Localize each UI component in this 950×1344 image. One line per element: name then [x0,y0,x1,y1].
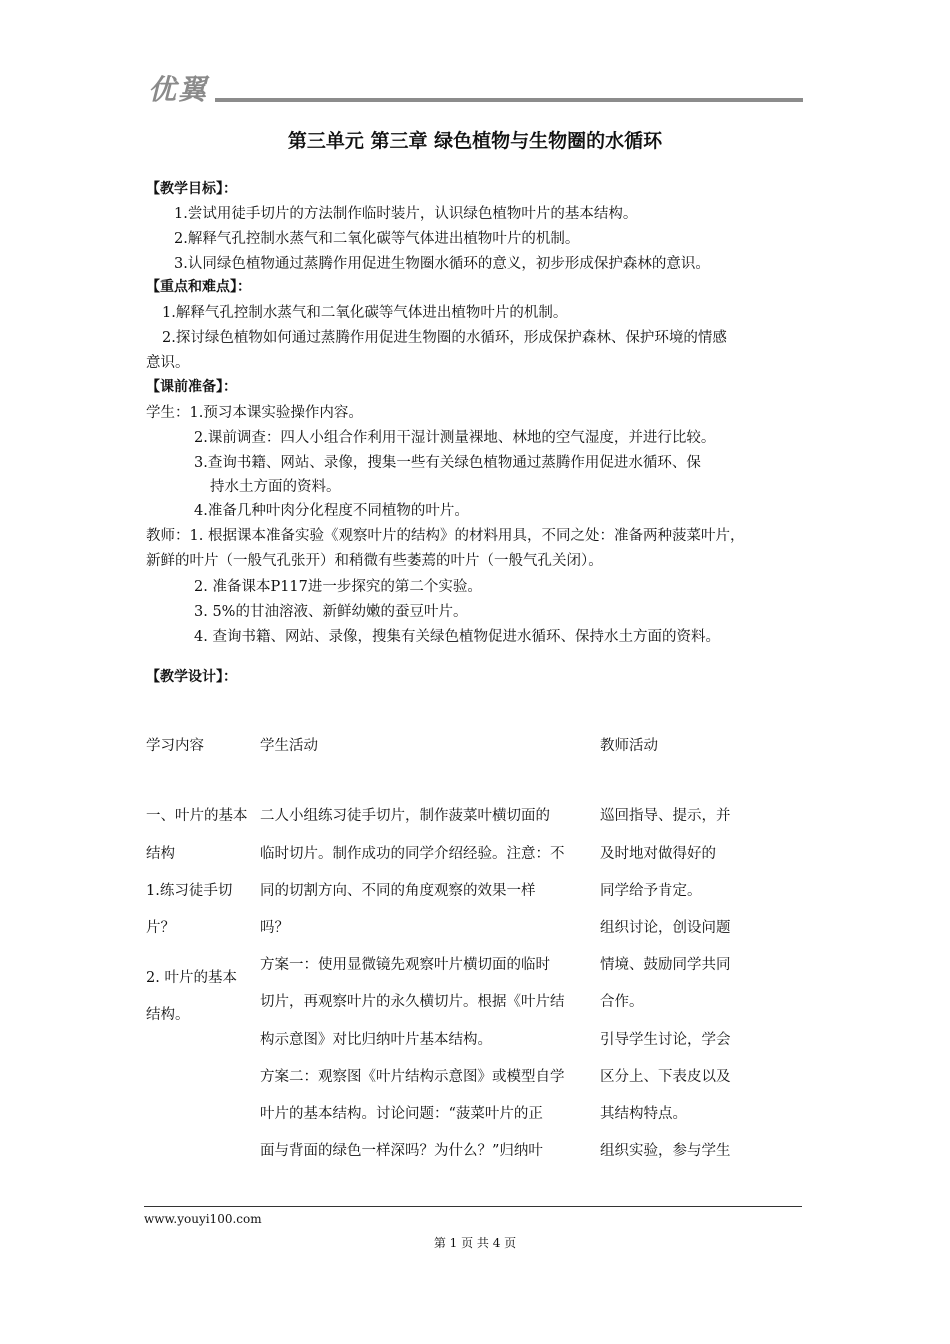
objective-item: 3.认同绿色植物通过蒸腾作用促进生物圈水循环的意义，初步形成保护森林的意识。 [174,256,710,272]
teacher-activity-line: 同学给予肯定。 [600,883,702,899]
teacher-activity-line: 合作。 [600,994,644,1010]
footer-divider [144,1206,802,1207]
student-activity-line: 二人小组练习徒手切片，制作菠菜叶横切面的 [260,808,550,824]
student-prep-line: 持水土方面的资料。 [210,479,341,495]
teacher-prep-line: 2. 准备课本P117进一步探究的第二个实验。 [194,579,482,595]
student-activity-line: 构示意图》对比归纳叶片基本结构。 [260,1032,492,1048]
column-header-student: 学生活动 [260,738,318,754]
teacher-prep-line: 教师：1. 根据课本准备实验《观察叶片的结构》的材料用具，不同之处：准备两种菠菜叶片， [146,528,745,544]
header-divider [215,98,803,102]
key-point-item: 1.解释气孔控制水蒸气和二氧化碳等气体进出植物叶片的机制。 [162,305,568,321]
teacher-activity-line: 情境、鼓励同学共同 [600,957,731,973]
column-header-content: 学习内容 [146,738,204,754]
key-points-heading: 【重点和难点】： [146,279,251,295]
content-line: 结构。 [146,1007,190,1023]
student-activity-line: 方案一：使用显微镜先观察叶片横切面的临时 [260,957,550,973]
objective-item: 1.尝试用徒手切片的方法制作临时装片，认识绿色植物叶片的基本结构。 [174,206,638,222]
content-line: 2. 叶片的基本 [146,970,237,986]
teacher-activity-line: 巡回指导、提示，并 [600,808,731,824]
page-title: 第三单元 第三章 绿色植物与生物圈的水循环 [287,130,663,152]
objective-item: 2.解释气孔控制水蒸气和二氧化碳等气体进出植物叶片的机制。 [174,231,580,247]
content-line: 1.练习徒手切 [146,883,233,899]
content-line: 片？ [146,920,175,936]
student-activity-line: 切片，再观察叶片的永久横切片。根据《叶片结 [260,994,565,1010]
column-header-teacher: 教师活动 [600,738,658,754]
teacher-prep-line: 新鲜的叶片（一般气孔张开）和稍微有些萎蔫的叶片（一般气孔关闭）。 [146,553,603,569]
student-activity-line: 面与背面的绿色一样深吗？为什么？”归纳叶 [260,1143,543,1159]
logo: 优翼 [148,73,209,106]
student-activity-line: 叶片的基本结构。讨论问题：“菠菜叶片的正 [260,1106,543,1122]
student-prep-line: 2.课前调查：四人小组合作利用干湿计测量裸地、林地的空气湿度，并进行比较。 [194,430,716,446]
teacher-activity-line: 及时地对做得好的 [600,846,716,862]
preparation-heading: 【课前准备】： [146,379,237,395]
page-number: 第 1 页 共 4 页 [433,1236,517,1250]
teacher-activity-line: 区分上、下表皮以及 [600,1069,731,1085]
design-heading: 【教学设计】： [146,669,237,685]
student-activity-line: 临时切片。制作成功的同学介绍经验。注意：不 [260,846,565,862]
student-prep-line: 3.查询书籍、网站、录像，搜集一些有关绿色植物通过蒸腾作用促进水循环、保 [194,455,701,471]
content-line: 一、叶片的基本 [146,808,248,824]
teacher-activity-line: 组织实验，参与学生 [600,1143,731,1159]
key-point-item: 2.探讨绿色植物如何通过蒸腾作用促进生物圈的水循环，形成保护森林、保护环境的情感 [162,330,727,346]
teacher-activity-line: 引导学生讨论，学会 [600,1032,731,1048]
student-activity-line: 方案二：观察图《叶片结构示意图》或模型自学 [260,1069,565,1085]
teacher-activity-line: 其结构特点。 [600,1106,687,1122]
key-point-item: 意识。 [146,355,190,371]
student-activity-line: 吗？ [260,920,289,936]
content-line: 结构 [146,846,175,862]
teacher-prep-line: 4. 查询书籍、网站、录像，搜集有关绿色植物促进水循环、保持水土方面的资料。 [194,629,720,645]
student-prep-line: 学生：1.预习本课实验操作内容。 [146,405,363,421]
teacher-prep-line: 3. 5%的甘油溶液、新鲜幼嫩的蚕豆叶片。 [194,604,468,620]
student-activity-line: 同的切割方向、不同的角度观察的效果一样 [260,883,536,899]
footer-url[interactable]: www.youyi100.com [144,1212,262,1226]
student-prep-line: 4.准备几种叶肉分化程度不同植物的叶片。 [194,503,469,519]
teacher-activity-line: 组织讨论，创设问题 [600,920,731,936]
objectives-heading: 【教学目标】： [146,181,237,197]
